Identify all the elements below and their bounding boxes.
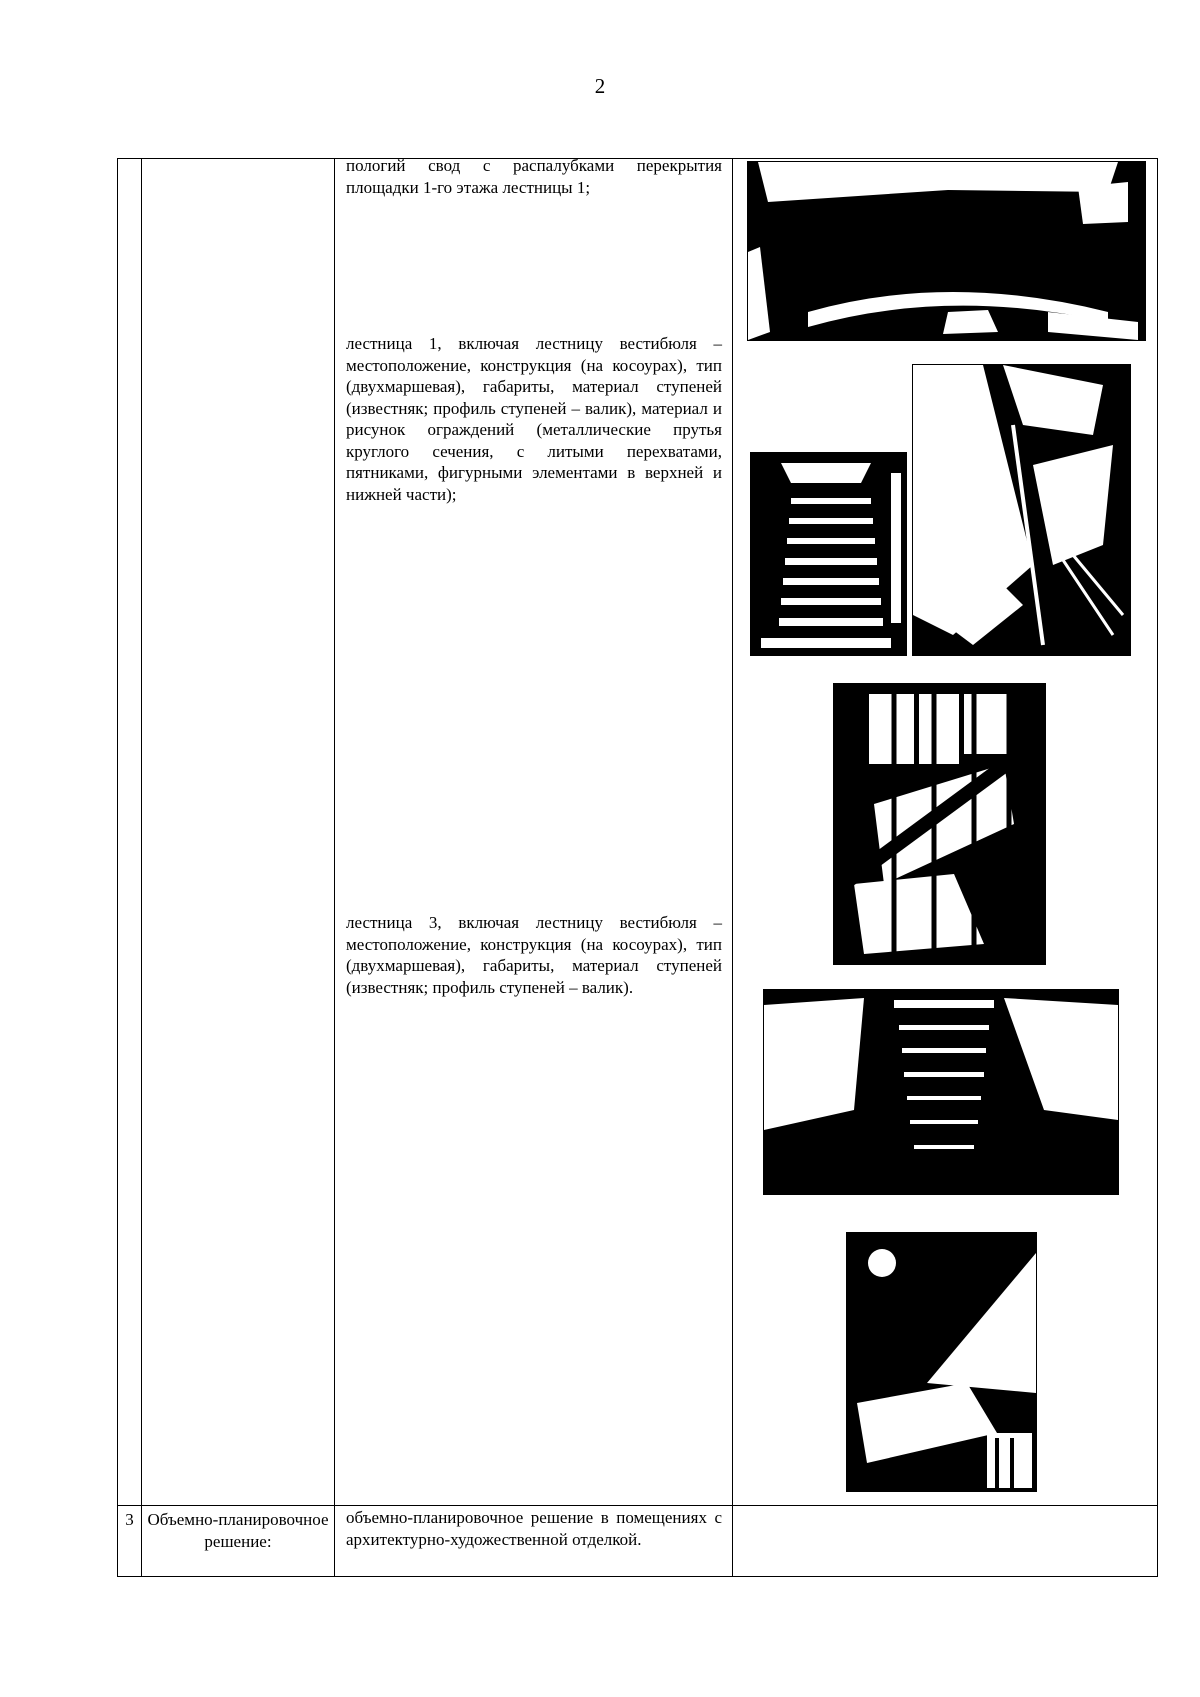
staircase-1-photo-right [912,364,1131,656]
row-name-cell [142,159,335,1506]
staircase-3-photo-upper [763,989,1119,1195]
row-photos-cell [733,159,1158,1506]
page-number: 2 [594,74,606,98]
vault-description: пологий свод с распалубками перекрытия площадки 1-го этажа лестницы 1; [346,156,722,197]
table-row [118,159,1158,1506]
row-number-cell: 3 [118,1506,142,1577]
row-photos-cell [733,1506,1158,1577]
planning-description: объемно-планировочное решение в помещениях с архитектурно-художественной отделкой. [346,1508,722,1549]
row-description-cell [335,156,733,1506]
staircase-3-photo-lower [846,1232,1037,1492]
vault-photo [747,161,1146,341]
staircase-1-description: лестница 1, включая лестницу вестибюля – местоположение, конструкция (на косоурах), тип (двухмаршевая), габариты, материал ступеней (известняк; профиль ступеней – валик), материал и рисунок ограждений (металлические прутья круглого сечения, с литыми перехватами, пятниками, фигурными элементами в верхней и нижней части); [346,334,722,504]
staircase-1-railing-photo [833,683,1046,965]
staircase-3-description: лестница 3, включая лестницу вестибюля – местоположение, конструкция (на косоурах), тип (двухмаршевая), габариты, материал ступеней (известняк; профиль ступеней – валик). [346,913,722,997]
table-row [118,1506,1158,1577]
subject-protection-table [117,158,1158,1577]
row-number-cell [118,159,142,1506]
staircase-1-photo-left [750,452,907,656]
row-description-cell [335,1506,733,1577]
row-name-cell: Объемно-планировочное решение: [142,1506,335,1577]
